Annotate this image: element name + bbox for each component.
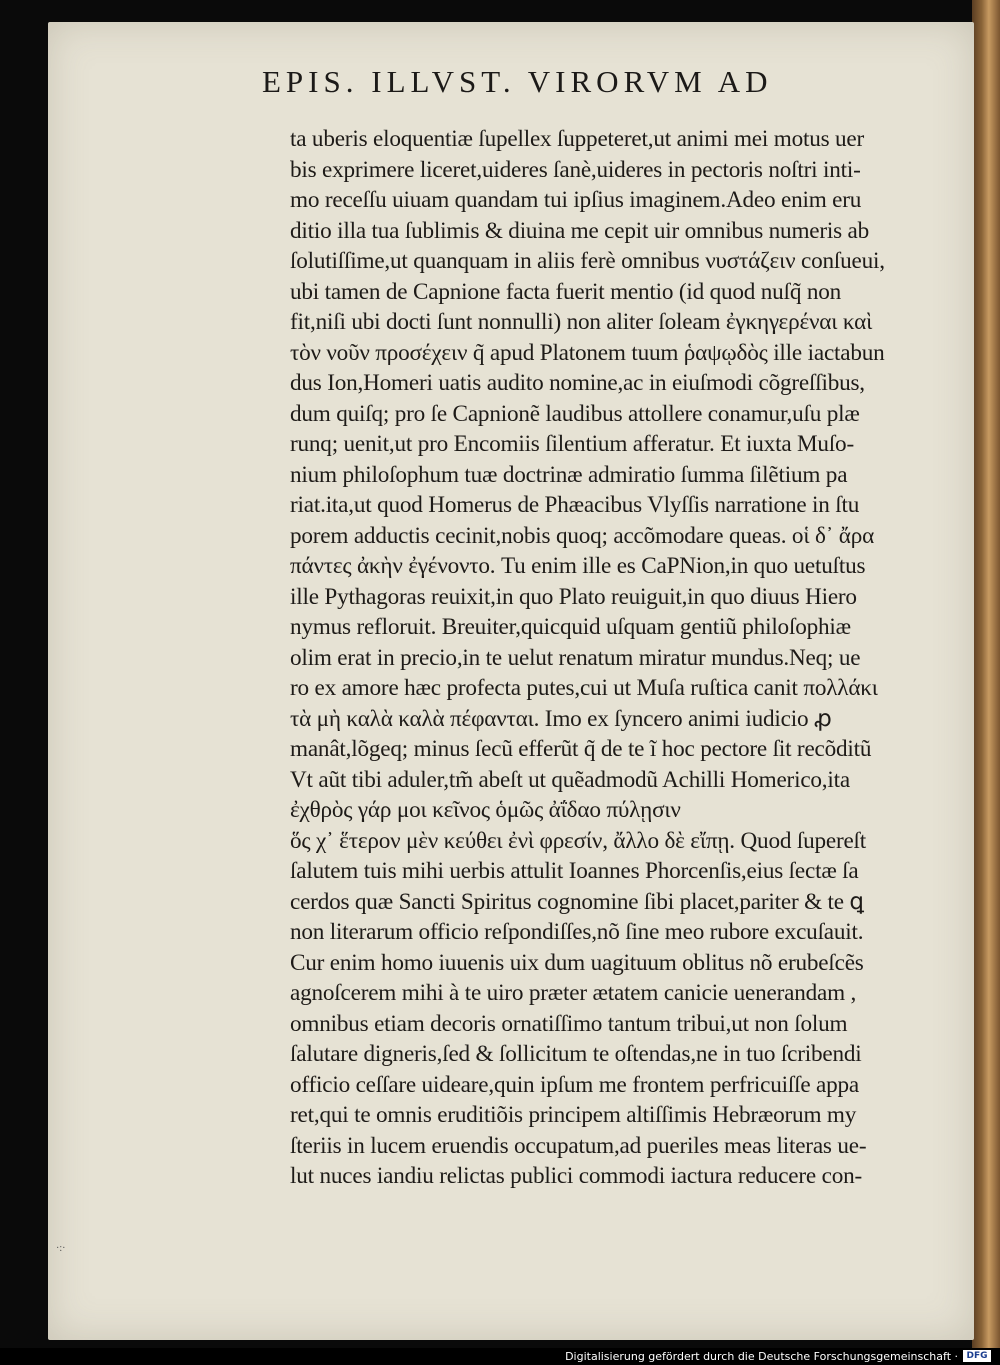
text-line: ille Pythagoras reuixit,in quo Plato reuiguit,in quo diuus Hiero [290, 583, 857, 610]
paper-mark: ·:· [56, 1243, 66, 1254]
text-line: fit,niſi ubi docti ſunt nonnulli) non aliter ſoleam ἐγκηγερέναι καὶ [290, 309, 873, 335]
text-line: non literarum officio reſpondiſſes,nõ ſine meo rubore excuſauit. [290, 919, 864, 945]
text-line: agnoſcerem mihi à te uiro præter ætatem canicie uenerandam , [290, 980, 857, 1006]
footer-credit: Digitalisierung gefördert durch die Deutsche Forschungsgemeinschaft · [565, 1350, 958, 1363]
text-line: porem adductis cecinit,nobis quoq; accõmodare queas. οἱ δ᾽ ἄρα [290, 522, 875, 549]
text-line: dus Ion,Homeri uatis audito nomine,ac in eiuſmodi cõgreſſibus, [290, 370, 865, 396]
text-line: ubi tamen de Capnione facta fuerit mentio (id quod nuſq̃ non [290, 278, 841, 305]
text-line: ſalutare digneris,ſed & ſollicitum te oſtendas,ne in tuo ſcribendi [290, 1041, 862, 1067]
dfg-logo: DFG [963, 1350, 991, 1362]
running-head: EPIS. ILLVST. VIRORVM AD [262, 64, 773, 99]
body-text [290, 124, 930, 1192]
text-line: ὅς χ᾽ ἕτερον μὲν κεύθει ἐνὶ φρεσίν, ἄλλο δὲ εἴπῃ. Quod ſupereſt [290, 827, 867, 854]
text-line: ret,qui te omnis eruditiõis principem altiſſimis Hebræorum my [290, 1102, 857, 1128]
text-line: πάντες ἀκὴν ἐγένοντο. Tu enim ille es CaPNion,in quo uetuſtus [290, 553, 866, 579]
text-line: dum quiſq; pro ſe Capnionẽ laudibus attollere conamur,uſu plæ [290, 400, 860, 427]
text-line: Vt aũt tibi aduler,tm̃ abeſt ut quẽadmodũ Achilli Homerico,ita [290, 766, 850, 793]
text-line: lut nuces iandiu relictas publici commodi iactura reducere con- [290, 1163, 863, 1189]
text-line: officio ceſſare uideare,quin ipſum me frontem perfricuiſſe appa [290, 1071, 859, 1098]
text-line: nium philoſophum tuæ doctrinæ admiratio ſumma ſilẽtium pa [290, 461, 848, 488]
book-edge [972, 0, 1000, 1348]
text-line: ſteriis in lucem eruendis occupatum,ad pueriles meas literas ue- [290, 1132, 867, 1159]
text-line: τὰ μὴ καλὰ καλὰ πέφανται. Imo ex ſyncero animi iudicio ꝓ [290, 705, 832, 732]
text-line: cerdos quæ Sancti Spiritus cognomine ſibi placet,pariter & te ꝗ [290, 888, 864, 915]
text-line: runq; uenit,ut pro Encomiis ſilentium afferatur. Et iuxta Muſo- [290, 431, 854, 457]
text-line: ditio illa tua ſublimis & diuina me cepit uir omnibus numeris ab [290, 217, 870, 244]
text-line: τὸν νοῦν προσέχειν q̃ apud Platonem tuum ῥαψῳδὸς ille iactabun [290, 339, 885, 366]
text-line: ſolutiſſime,ut quanquam in aliis ferè omnibus νυστάζειν conſueui, [290, 248, 885, 274]
text-line: mo receſſu uiuam quandam tui ipſius imaginem.Adeo enim eru [290, 187, 862, 213]
text-line: ro ex amore hæc profecta putes,cui ut Muſa ruſtica canit πολλάκι [290, 675, 878, 701]
text-line: manât,lõgeq; minus ſecũ efferũt q̃ de te ĩ hoc pectore ſit recõditũ [290, 736, 872, 762]
text-line: nymus refloruit. Breuiter,quicquid uſquam gentiũ philoſophiæ [290, 614, 851, 640]
text-line: Cur enim homo iuuenis uix dum uagituum oblitus nõ erubeſcẽs [290, 949, 864, 976]
text-line: ſalutem tuis mihi uerbis attulit Ioannes Phorcenſis,eius ſectæ ſa [290, 858, 859, 884]
text-line: ἐχθρὸς γάρ μοι κεῖνος ὁμῶς ἀΐδαο πύλῃσιν [290, 797, 681, 823]
text-line: omnibus etiam decoris ornatiſſimo tantum tribui,ut non ſolum [290, 1010, 848, 1037]
text-line: ta uberis eloquentiæ ſupellex ſuppeteret,ut animi mei motus uer [290, 126, 865, 152]
text-line: olim erat in precio,in te uelut renatum miratur mundus.Neq; ue [290, 644, 861, 671]
text-line: bis exprimere liceret,uideres ſanè,uideres in pectoris noſtri inti- [290, 156, 861, 183]
text-line: riat.ita,ut quod Homerus de Phæacibus Vlyſſis narratione in ſtu [290, 492, 860, 518]
